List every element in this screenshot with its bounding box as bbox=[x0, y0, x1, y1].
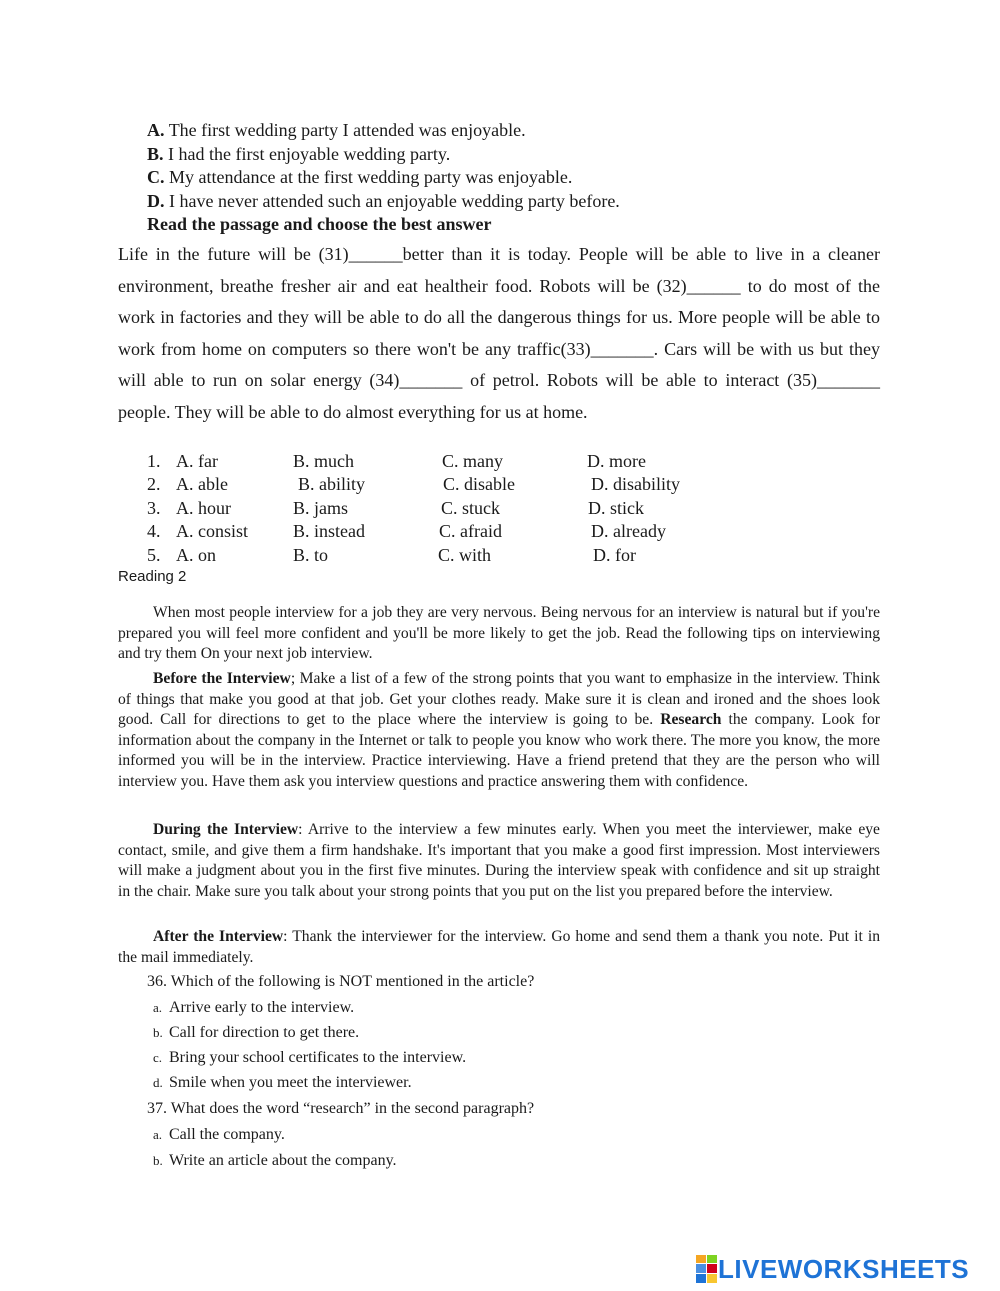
option-number: 3. bbox=[147, 498, 161, 518]
option-c: C. stuck bbox=[441, 498, 501, 518]
option-d: D. disability bbox=[591, 474, 680, 494]
option-row-2 bbox=[147, 472, 707, 496]
reading-2-label: Reading 2 bbox=[118, 568, 187, 585]
option-row-5 bbox=[147, 543, 707, 567]
option-c: C. with bbox=[438, 545, 492, 565]
q30-option-c: C. My attendance at the first wedding party was enjoyable. bbox=[147, 167, 573, 187]
passage-text: Life in the future will be (31)______better than it is today. People will be able to live in a cleaner environment, breathe fresher air and eat healtheir food. Robots will be (32)______ to do most of the work in factories and they will be able to do all the dangerous things for us. More people will be able to work from home on computers so there won't be any traffic(33)_______. Cars will be with us but they will able to run on solar energy (34)_______ of petrol. Robots will be able to interact (35)_______ people. They will be able to do almost everything for us at home. bbox=[118, 244, 880, 422]
q36-option-d: d. Smile when you meet the interviewer. bbox=[153, 1074, 412, 1091]
option-a: A. on bbox=[176, 545, 216, 565]
option-row-3 bbox=[147, 496, 707, 520]
option-d: D. already bbox=[591, 521, 666, 541]
option-a: A. far bbox=[176, 451, 218, 471]
logo-text: LIVEWORKSHEETS bbox=[718, 1253, 970, 1284]
option-d: D. for bbox=[593, 545, 636, 565]
before-interview-paragraph: Before the Interview; Make a list of a few of the strong points that you want to emphasize in the interview. Think of things that make you good at that job. Get your clothes ready. Make sure it is clean and ironed and the shoes look good. Call for directions to get to the place where the interview is going to be. Research the company. Look for information about the company in the Internet or talk to people you know who work there. The more you know, the more informed you will be in the interview. Practice interviewing. Have a friend pretend that they are the person who will interview you. Have them ask you interview questions and practice answering them with confidence. bbox=[118, 670, 881, 790]
option-c: C. disable bbox=[443, 474, 515, 494]
option-a: A. hour bbox=[176, 498, 231, 518]
option-b: B. to bbox=[293, 545, 329, 565]
option-number: 5. bbox=[147, 545, 161, 565]
during-interview-paragraph: During the Interview: Arrive to the interview a few minutes early. When you meet the interviewer, make eye contact, smile, and give them a firm handshake. It's important that you make a good first impression. Most interviewers will make a judgment about you in the first five minutes. During the interview speak with confidence and sit up straight in the chair. Make sure you talk about your strong points that you put on the list you prepared before the interview. bbox=[118, 821, 880, 900]
option-row-1 bbox=[147, 449, 707, 473]
q30-option-d: D. I have never attended such an enjoyable wedding party before. bbox=[147, 191, 620, 211]
passage-heading: Read the passage and choose the best answer bbox=[147, 214, 492, 234]
q37-option-b: b. Write an article about the company. bbox=[153, 1152, 397, 1169]
question-36: 36. Which of the following is NOT mentioned in the article? bbox=[147, 973, 535, 990]
q37-option-a: a. Call the company. bbox=[153, 1126, 285, 1143]
option-b: B. ability bbox=[298, 474, 365, 494]
question-37: 37. What does the word “research” in the second paragraph? bbox=[147, 1100, 535, 1117]
option-d: D. stick bbox=[588, 498, 644, 518]
option-number: 4. bbox=[147, 521, 161, 541]
option-a: A. consist bbox=[176, 521, 248, 541]
option-d: D. more bbox=[587, 451, 646, 471]
option-c: C. afraid bbox=[439, 521, 502, 541]
logo-blocks-icon bbox=[696, 1255, 718, 1283]
option-b: B. jams bbox=[293, 498, 349, 518]
option-b: B. much bbox=[293, 451, 354, 471]
liveworksheets-logo bbox=[696, 1254, 969, 1284]
q30-option-b: B. I had the first enjoyable wedding party. bbox=[147, 144, 451, 164]
q36-option-b: b. Call for direction to get there. bbox=[153, 1024, 360, 1041]
reading-2-intro: When most people interview for a job they are very nervous. Being nervous for an interview is natural but if you're prepared you will feel more confident and you'll be more likely to get the job. Read the following tips on interviewing and try them On your next job interview. bbox=[118, 604, 880, 663]
after-interview-paragraph: After the Interview: Thank the interviewer for the interview. Go home and send them a thank you note. Put it in the mail immediately. bbox=[118, 928, 880, 966]
option-c: C. many bbox=[442, 451, 503, 471]
q36-option-c: c. Bring your school certificates to the interview. bbox=[153, 1049, 467, 1066]
option-number: 1. bbox=[147, 451, 161, 471]
q36-option-a: a. Arrive early to the interview. bbox=[153, 999, 355, 1016]
option-a: A. able bbox=[176, 474, 228, 494]
option-number: 2. bbox=[147, 474, 161, 494]
option-row-4 bbox=[147, 519, 707, 543]
option-b: B. instead bbox=[293, 521, 365, 541]
q30-option-a: A. The first wedding party I attended was enjoyable. bbox=[147, 120, 526, 140]
